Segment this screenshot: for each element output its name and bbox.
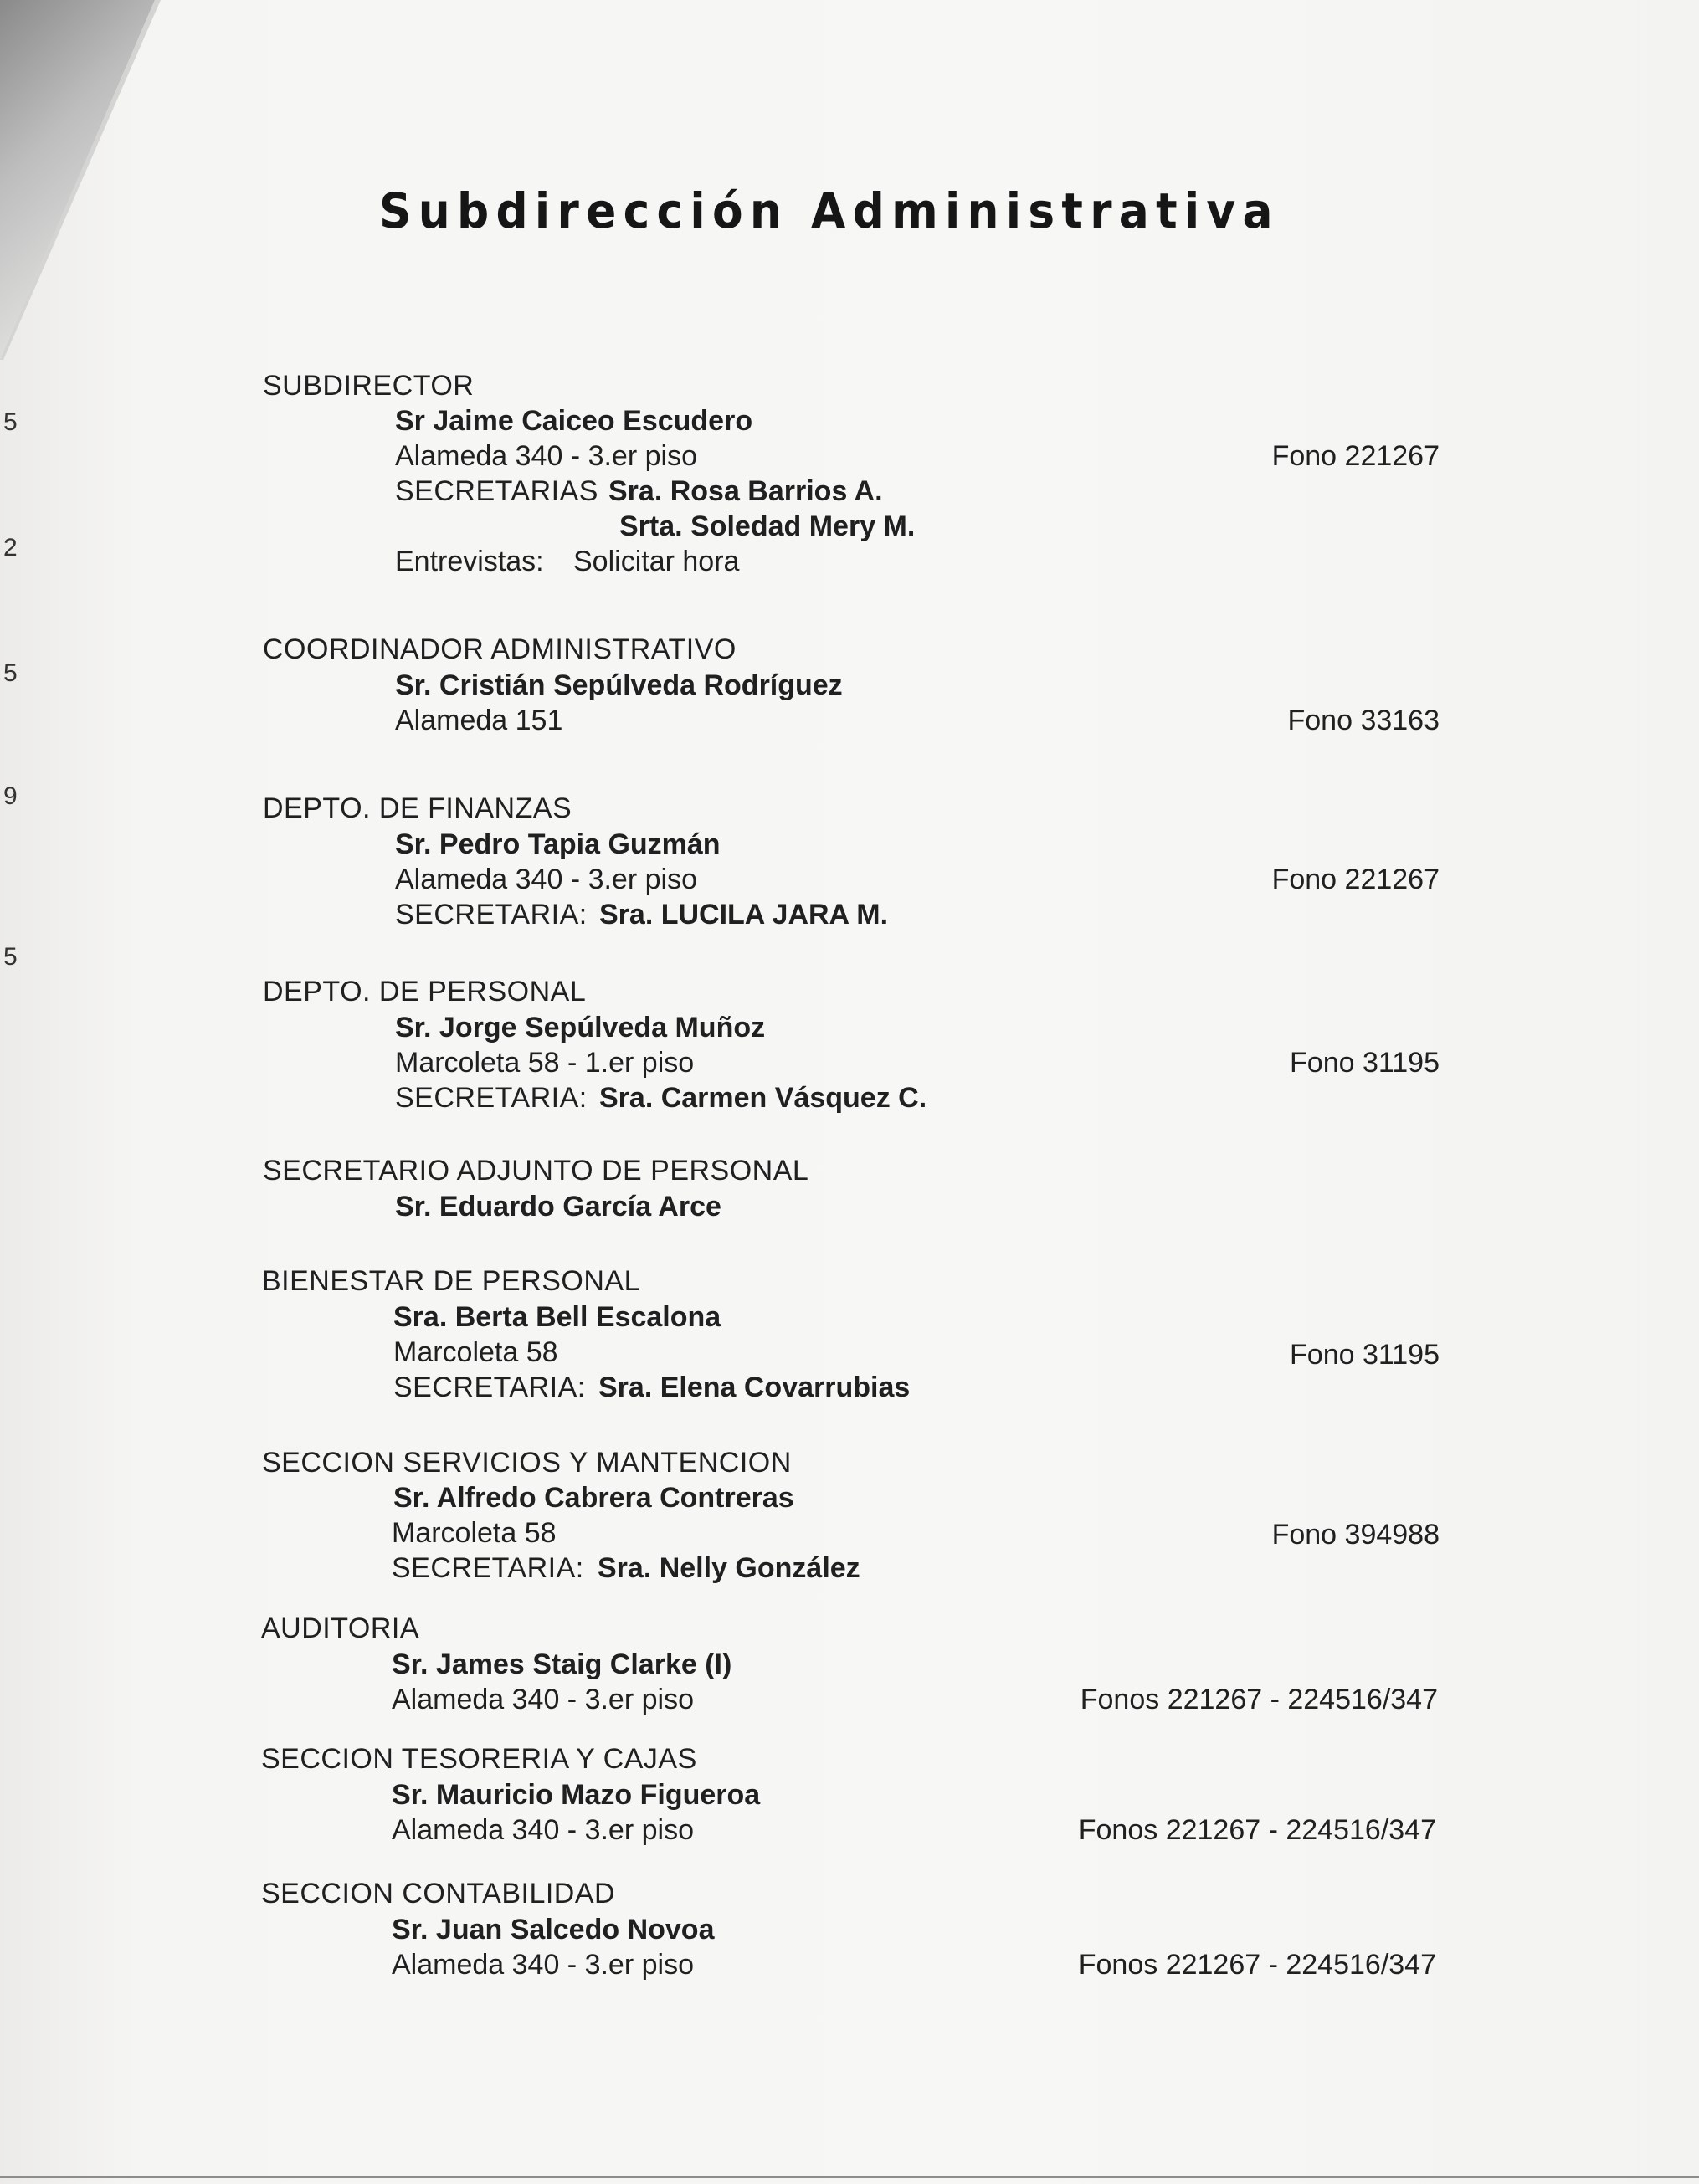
person-name: Sr. Juan Salcedo Novoa	[392, 1914, 715, 1946]
margin-number: 9	[3, 782, 18, 810]
address: Alameda 340 - 3.er piso	[392, 1949, 694, 1981]
margin-number: 5	[3, 659, 18, 687]
bottom-edge-line	[0, 2176, 1699, 2178]
secretary-name: Srta. Soledad Mery M.	[619, 510, 916, 542]
phone: Fono 33163	[1287, 705, 1440, 736]
interview-label: Entrevistas:	[395, 546, 544, 577]
section-heading: DEPTO. DE FINANZAS	[263, 792, 572, 824]
secretary-name: Sra. LUCILA JARA M.	[599, 899, 889, 931]
person-name: Sr. Cristián Sepúlveda Rodríguez	[395, 669, 843, 701]
section-heading: AUDITORIA	[261, 1612, 420, 1644]
address: Marcoleta 58	[392, 1517, 557, 1549]
secretary-label: SECRETARIAS	[395, 475, 598, 507]
secretary-name: Sra. Elena Covarrubias	[598, 1371, 911, 1403]
secretary-name: Sra. Rosa Barrios A.	[608, 475, 883, 507]
address: Marcoleta 58	[393, 1336, 558, 1368]
section-heading: SECRETARIO ADJUNTO DE PERSONAL	[263, 1155, 809, 1187]
page-title: Subdirección Administrativa	[379, 182, 1280, 239]
phone: Fono 221267	[1271, 864, 1440, 895]
secretary-name: Sra. Carmen Vásquez C.	[599, 1082, 927, 1114]
address: Alameda 340 - 3.er piso	[392, 1684, 694, 1715]
address: Marcoleta 58 - 1.er piso	[395, 1047, 695, 1079]
secretary-label: SECRETARIA:	[393, 1371, 586, 1403]
address: Alameda 340 - 3.er piso	[392, 1814, 694, 1846]
person-name: Sr Jaime Caiceo Escudero	[395, 405, 753, 437]
address: Alameda 340 - 3.er piso	[395, 440, 697, 472]
interview-value: Solicitar hora	[573, 546, 740, 577]
person-name: Sr. Pedro Tapia Guzmán	[395, 828, 721, 860]
phone: Fonos 221267 - 224516/347	[1080, 1684, 1438, 1715]
person-name: Sra. Berta Bell Escalona	[393, 1301, 721, 1333]
person-name: Sr. Alfredo Cabrera Contreras	[393, 1482, 794, 1514]
phone: Fono 31195	[1290, 1339, 1440, 1371]
section-heading: SECCION CONTABILIDAD	[261, 1878, 616, 1910]
section-heading: DEPTO. DE PERSONAL	[263, 976, 587, 1007]
secretary-label: SECRETARIA:	[392, 1552, 584, 1584]
address: Alameda 151	[395, 705, 563, 736]
address: Alameda 340 - 3.er piso	[395, 864, 697, 895]
person-name: Sr. Mauricio Mazo Figueroa	[392, 1779, 761, 1811]
margin-number: 5	[3, 408, 18, 436]
margin-number: 5	[3, 943, 18, 971]
phone: Fono 221267	[1271, 440, 1440, 472]
secretary-name: Sra. Nelly González	[598, 1552, 860, 1584]
person-name: Sr. Jorge Sepúlveda Muñoz	[395, 1012, 766, 1043]
phone: Fono 31195	[1290, 1047, 1440, 1079]
person-name: Sr. James Staig Clarke (I)	[392, 1648, 732, 1680]
section-heading: SECCION TESORERIA Y CAJAS	[261, 1743, 697, 1775]
secretary-label: SECRETARIA:	[395, 1082, 588, 1114]
secretary-label: SECRETARIA:	[395, 899, 588, 931]
section-heading: SUBDIRECTOR	[263, 370, 475, 402]
phone: Fonos 221267 - 224516/347	[1078, 1949, 1436, 1981]
margin-number: 2	[3, 534, 18, 561]
section-heading: COORDINADOR ADMINISTRATIVO	[263, 633, 737, 665]
phone: Fono 394988	[1271, 1519, 1440, 1551]
section-heading: BIENESTAR DE PERSONAL	[262, 1265, 640, 1297]
phone: Fonos 221267 - 224516/347	[1078, 1814, 1436, 1846]
person-name: Sr. Eduardo García Arce	[395, 1191, 721, 1223]
section-heading: SECCION SERVICIOS Y MANTENCION	[262, 1447, 792, 1479]
